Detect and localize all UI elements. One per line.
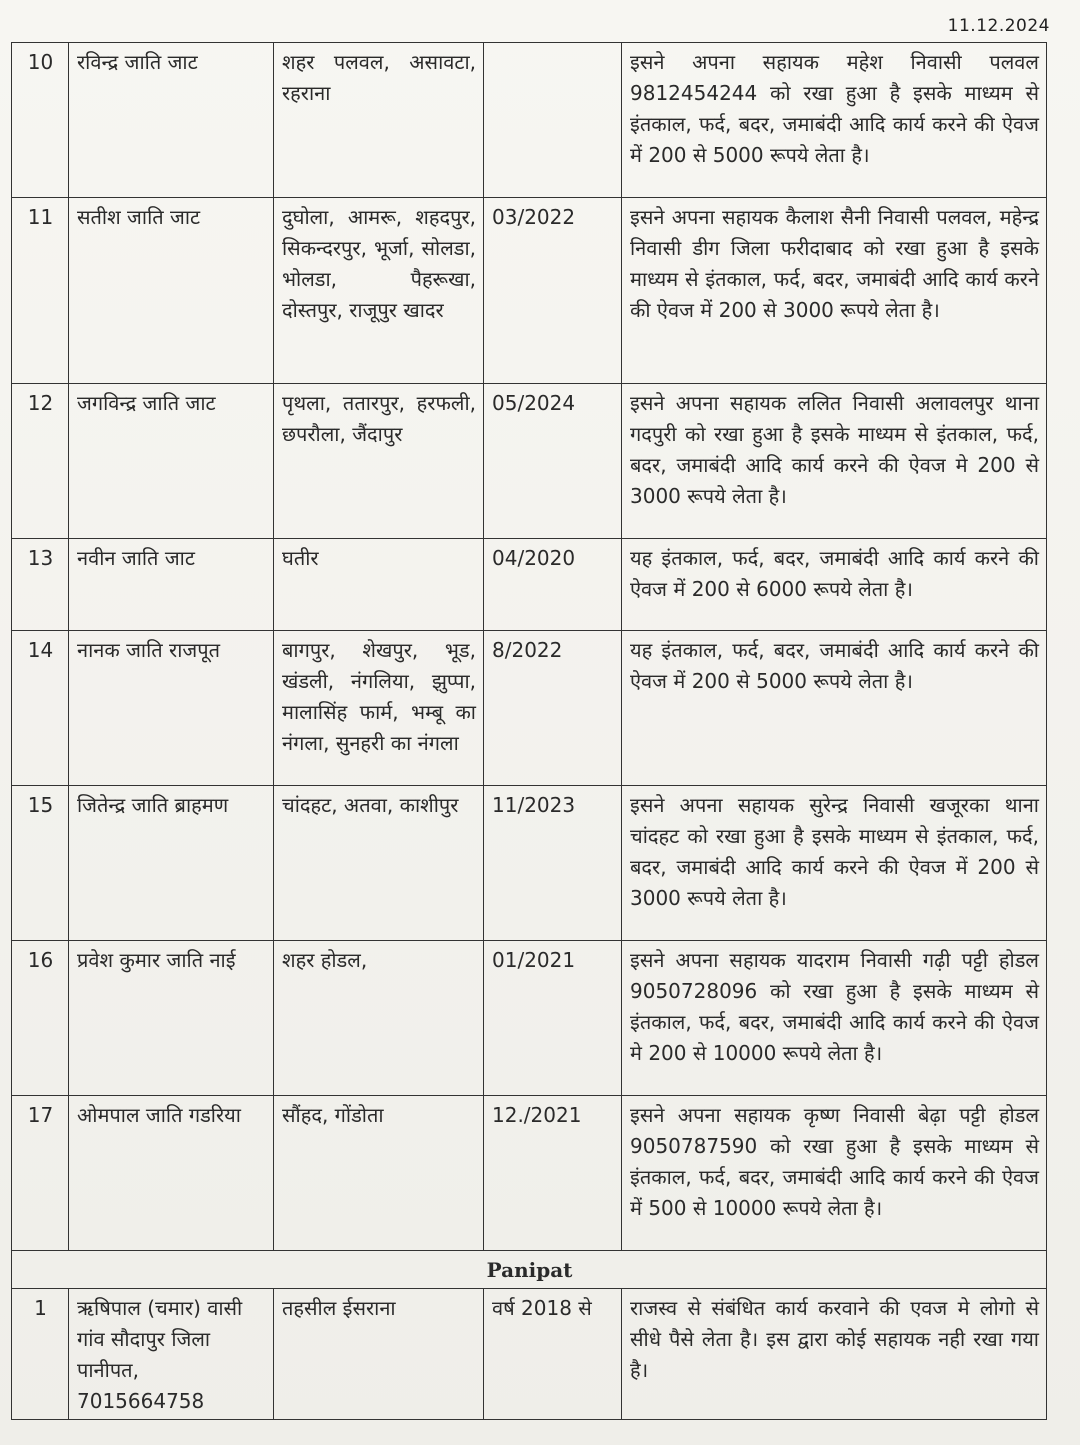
remarks-cell: राजस्व से संबंधित कार्य करवाने की एवज मे लोगो से सीधे पैसे लेता है। इस द्वारा कोई सहायक नही रखा गया है। xyxy=(622,1289,1047,1420)
table-row xyxy=(12,539,1047,631)
person-name: सतीश जाति जाट xyxy=(69,198,274,384)
table-row xyxy=(12,1289,1047,1420)
since-date: 11/2023 xyxy=(484,786,622,941)
section-header-row xyxy=(12,1251,1047,1289)
villages-cell: सौंहद, गोंडोता xyxy=(274,1096,484,1251)
villages-cell: शहर होडल, xyxy=(274,941,484,1096)
since-date: 05/2024 xyxy=(484,384,622,539)
person-name: जगविन्द्र जाति जाट xyxy=(69,384,274,539)
serial-number: 17 xyxy=(12,1096,69,1251)
serial-number: 14 xyxy=(12,631,69,786)
person-name: रविन्द्र जाति जाट xyxy=(69,43,274,198)
remarks-cell: इसने अपना सहायक ललित निवासी अलावलपुर थाना गदपुरी को रखा हुआ है इसके माध्यम से इंतकाल, फर्द, बदर, जमाबंदी आदि कार्य करने की ऐवज मे 200 से 3000 रूपये लेता है। xyxy=(622,384,1047,539)
serial-number: 13 xyxy=(12,539,69,631)
since-date xyxy=(484,43,622,198)
person-name: ऋषिपाल (चमार) वासी गांव सौदापुर जिला पानीपत, 7015664758 xyxy=(69,1289,274,1420)
officials-table xyxy=(11,42,1047,1420)
document-date: 11.12.2024 xyxy=(947,16,1050,36)
villages-cell: चांदहट, अतवा, काशीपुर xyxy=(274,786,484,941)
person-name: ओमपाल जाति गडरिया xyxy=(69,1096,274,1251)
villages-cell: घतीर xyxy=(274,539,484,631)
serial-number: 10 xyxy=(12,43,69,198)
villages-cell: पृथला, ततारपुर, हरफली, छपरौला, जैंदापुर xyxy=(274,384,484,539)
remarks-cell: यह इंतकाल, फर्द, बदर, जमाबंदी आदि कार्य करने की ऐवज में 200 से 6000 रूपये लेता है। xyxy=(622,539,1047,631)
remarks-cell: इसने अपना सहायक कैलाश सैनी निवासी पलवल, महेन्द्र निवासी डीग जिला फरीदाबाद को रखा हुआ है इसके माध्यम से इंतकाल, फर्द, बदर, जमाबंदी आदि कार्य करने की ऐवज में 200 से 3000 रूपये लेता है। xyxy=(622,198,1047,384)
since-date: 8/2022 xyxy=(484,631,622,786)
remarks-cell: इसने अपना सहायक कृष्ण निवासी बेढ़ा पट्टी होडल 9050787590 को रखा हुआ है इसके माध्यम से इंतकाल, फर्द, बदर, जमाबंदी आदि कार्य करने की ऐवज में 500 से 10000 रूपये लेता है। xyxy=(622,1096,1047,1251)
serial-number: 12 xyxy=(12,384,69,539)
serial-number: 1 xyxy=(12,1289,69,1420)
person-name: प्रवेश कुमार जाति नाई xyxy=(69,941,274,1096)
serial-number: 16 xyxy=(12,941,69,1096)
table-row xyxy=(12,43,1047,198)
villages-cell: तहसील ईसराना xyxy=(274,1289,484,1420)
villages-cell: शहर पलवल, असावटा, रहराना xyxy=(274,43,484,198)
table-row xyxy=(12,631,1047,786)
since-date: वर्ष 2018 से xyxy=(484,1289,622,1420)
person-name: नानक जाति राजपूत xyxy=(69,631,274,786)
table-row xyxy=(12,941,1047,1096)
since-date: 12./2021 xyxy=(484,1096,622,1251)
table-row xyxy=(12,1096,1047,1251)
since-date: 03/2022 xyxy=(484,198,622,384)
remarks-cell: इसने अपना सहायक सुरेन्द्र निवासी खजूरका थाना चांदहट को रखा हुआ है इसके माध्यम से इंतकाल, फर्द, बदर, जमाबंदी आदि कार्य करने की ऐवज में 200 से 3000 रूपये लेता है। xyxy=(622,786,1047,941)
person-name: जितेन्द्र जाति ब्राहमण xyxy=(69,786,274,941)
remarks-cell: यह इंतकाल, फर्द, बदर, जमाबंदी आदि कार्य करने की ऐवज में 200 से 5000 रूपये लेता है। xyxy=(622,631,1047,786)
since-date: 04/2020 xyxy=(484,539,622,631)
table-row xyxy=(12,786,1047,941)
person-name: नवीन जाति जाट xyxy=(69,539,274,631)
table-row xyxy=(12,384,1047,539)
table-row xyxy=(12,198,1047,384)
serial-number: 15 xyxy=(12,786,69,941)
since-date: 01/2021 xyxy=(484,941,622,1096)
remarks-cell: इसने अपना सहायक यादराम निवासी गढ़ी पट्टी होडल 9050728096 को रखा हुआ है इसके माध्यम से इंतकाल, फर्द, बदर, जमाबंदी आदि कार्य करने की ऐवज मे 200 से 10000 रूपये लेता है। xyxy=(622,941,1047,1096)
villages-cell: बागपुर, शेखपुर, भूड, खंडली, नंगलिया, झुप्पा, मालासिंह फार्म, भम्बू का नंगला, सुनहरी का नंगला xyxy=(274,631,484,786)
villages-cell: दुघोला, आमरू, शहदपुर, सिकन्दरपुर, भूर्जा, सोलडा, भोलडा, पैहरूखा, दोस्तपुर, राजूपुर खादर xyxy=(274,198,484,384)
remarks-cell: इसने अपना सहायक महेश निवासी पलवल 9812454244 को रखा हुआ है इसके माध्यम से इंतकाल, फर्द, बदर, जमाबंदी आदि कार्य करने की ऐवज में 200 से 5000 रूपये लेता है। xyxy=(622,43,1047,198)
serial-number: 11 xyxy=(12,198,69,384)
section-title: Panipat xyxy=(12,1251,1047,1289)
